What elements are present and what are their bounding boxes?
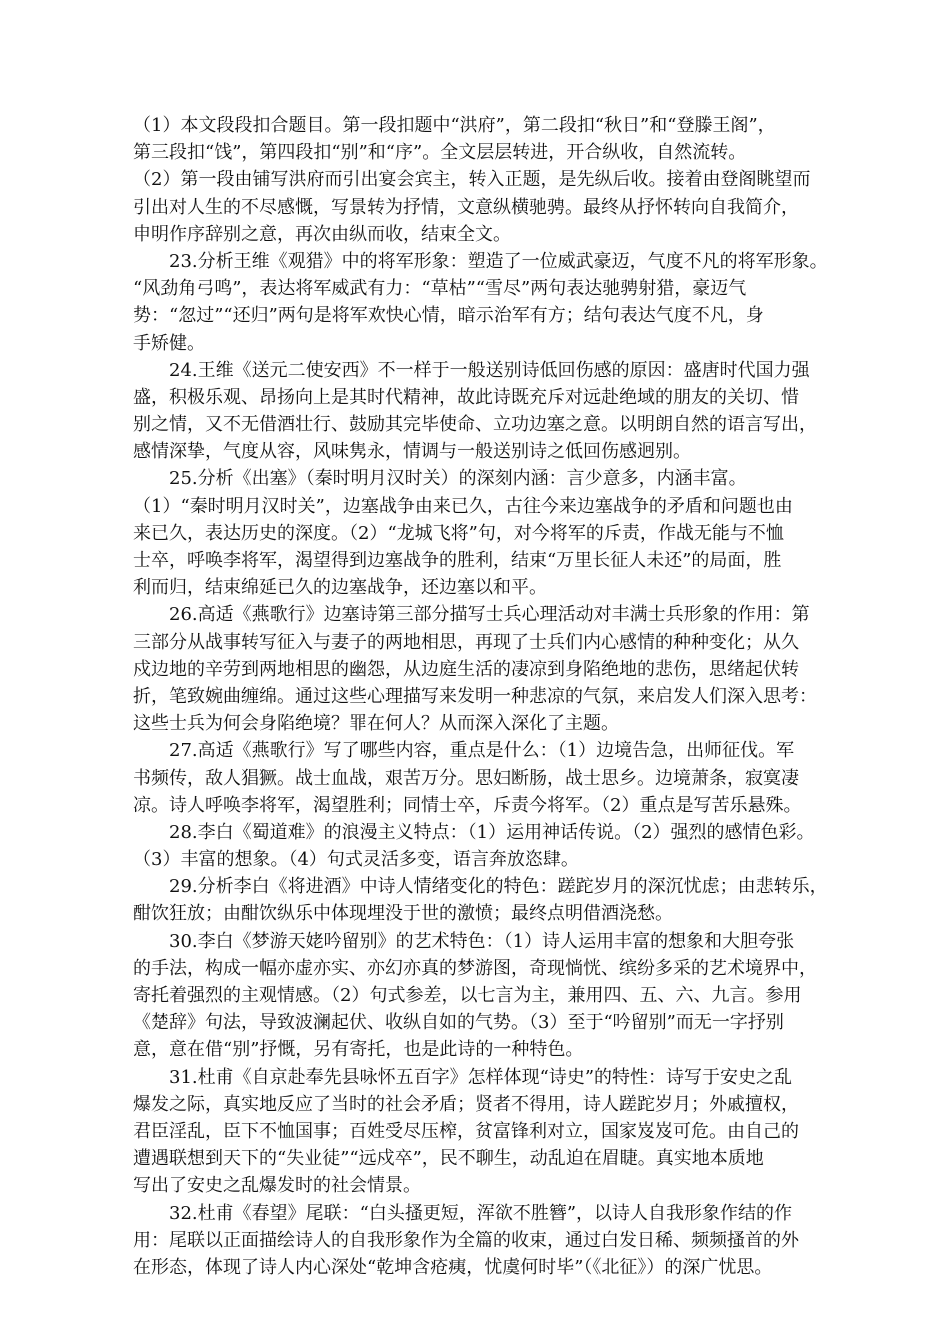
text-line: 凉。诗人呼唤李将军，渴望胜利；同情士卒，斥责今将军。（2）重点是写苦乐悬殊。 bbox=[133, 794, 802, 816]
text-line: “风劲角弓鸣”，表达将军威武有力：“草枯”“雪尽”两句表达驰骋射猎，豪迈气 bbox=[133, 278, 747, 300]
text-line: 25.分析《出塞》（秦时明月汉时关）的深刻内涵：言少意多，内涵丰富。 bbox=[169, 468, 747, 490]
text-line: 三部分从战事转写征入与妻子的两地相思，再现了士兵们内心感情的种种变化；从久 bbox=[133, 631, 799, 653]
text-line: 书频传，敌人猖獗。战士血战，艰苦万分。思妇断肠，战士思乡。边境萧条，寂寞凄 bbox=[133, 767, 799, 789]
text-line: 引出对人生的不尽感慨，写景转为抒情，文意纵横驰骋。最终从抒怀转向自我简介， bbox=[133, 196, 799, 218]
text-line: 士卒，呼唤李将军，渴望得到边塞战争的胜利，结束“万里长征人未还”的局面，胜 bbox=[133, 550, 782, 571]
text-line: 的手法，构成一幅亦虚亦实、亦幻亦真的梦游图，奇现惝恍、缤纷多采的艺术境界中， bbox=[133, 957, 817, 979]
text-line: 《楚辞》句法，导致波澜起伏、收纵自如的气势。（3）至于“吟留别”而无一字抒别 bbox=[133, 1012, 784, 1034]
text-line: 28.李白《蜀道难》的浪漫主义特点：（1）运用神话传说。（2）强烈的感情色彩。 bbox=[169, 821, 815, 843]
text-line: 意，意在借“别”抒慨，另有寄托，也是此诗的一种特色。 bbox=[133, 1039, 584, 1061]
text-line: 感情深挚，气度从容，风味隽永，情调与一般送别诗之低回伤感迥别。 bbox=[133, 441, 691, 463]
text-line: 来已久，表达历史的深度。（2）“龙城飞将”句，对今将军的斥责，作战无能与不恤 bbox=[133, 522, 784, 544]
text-line: 30.李白《梦游天姥吟留别》的艺术特色：（1）诗人运用丰富的想象和大胆夸张 bbox=[169, 930, 795, 952]
text-line: 手矫健。 bbox=[133, 332, 205, 354]
text-line: 别之情，又不无借酒壮行、鼓励其完毕使命、立功边塞之意。以明朗自然的语言写出， bbox=[133, 414, 817, 436]
text-line: （1）本文段段扣合题目。第一段扣题中“洪府”，第二段扣“秋日”和“登滕王阁”， bbox=[133, 115, 776, 136]
text-line: 23.分析王维《观猎》中的将军形象：塑造了一位威武豪迈，气度不凡的将军形象。 bbox=[169, 250, 828, 272]
text-line: 这些士兵为何会身陷绝境？罪在何人？从而深入深化了主题。 bbox=[133, 713, 619, 735]
text-line: 26.高适《燕歌行》边塞诗第三部分描写士兵心理活动对丰满士兵形象的作用：第 bbox=[169, 604, 810, 626]
text-line: 遭遇联想到天下的“失业徒”“远戍卒”，民不聊生，动乱迫在眉睫。真实地本质地 bbox=[133, 1148, 764, 1170]
text-line: 27.高适《燕歌行》写了哪些内容，重点是什么：（1）边境告急，出师征伐。军 bbox=[169, 740, 795, 762]
text-line: 29.分析李白《将进酒》中诗人情绪变化的特色：蹉跎岁月的深沉忧虑；由悲转乐， bbox=[169, 876, 828, 898]
text-line: 第三段扣“饯”，第四段扣“别”和“序”。全文层层转进，开合纵收，自然流转。 bbox=[133, 142, 747, 164]
text-line: 盛，积极乐观、昂扬向上是其时代精神，故此诗既充斥对远赴绝域的朋友的关切、惜 bbox=[133, 386, 799, 408]
text-line: （1）“秦时明月汉时关”，边塞战争由来已久，古往今来边塞战争的矛盾和问题也由 bbox=[133, 495, 793, 517]
text-line: （3）丰富的想象。（4）句式灵活多变，语言奔放恣肆。 bbox=[133, 849, 579, 871]
text-line: 32.杜甫《春望》尾联：“白头搔更短，浑欲不胜簪”，以诗人自我形象作结的作 bbox=[169, 1202, 793, 1224]
text-block bbox=[133, 112, 853, 1281]
text-line: 写出了安史之乱爆发时的社会情景。 bbox=[133, 1175, 421, 1197]
text-line: 酣饮狂放；由酣饮纵乐中体现埋没于世的激愤；最终点明借酒浇愁。 bbox=[133, 903, 673, 925]
text-line: 势：“忽过”“还归”两句是将军欢快心情，暗示治军有方；结句表达气度不凡，身 bbox=[133, 305, 764, 327]
text-line: 在形态，体现了诗人内心深处“乾坤含疮痍，忧虞何时毕”（《北征》）的深广忧思。 bbox=[133, 1256, 773, 1278]
text-line: 君臣淫乱，臣下不恤国事；百姓受尽压榨，贫富锋利对立，国家岌岌可危。由自己的 bbox=[133, 1120, 799, 1142]
text-line: 利而归，结束绵延已久的边塞战争，还边塞以和平。 bbox=[133, 577, 547, 599]
text-line: 用：尾联以正面描绘诗人的自我形象作为全篇的收束，通过白发日稀、频频搔首的外 bbox=[133, 1229, 799, 1251]
text-line: 24.王维《送元二使安西》不一样于一般送别诗低回伤感的原因：盛唐时代国力强 bbox=[169, 359, 810, 381]
text-line: （2）第一段由铺写洪府而引出宴会宾主，转入正题，是先纵后收。接着由登阁眺望而 bbox=[133, 169, 811, 191]
text-line: 申明作序辞别之意，再次由纵而收，结束全文。 bbox=[133, 223, 511, 245]
text-line: 寄托着强烈的主观情感。（2）句式参差，以七言为主，兼用四、五、六、九言。参用 bbox=[133, 985, 802, 1006]
text-line: 31.杜甫《自京赴奉先县咏怀五百字》怎样体现“诗史”的特性：诗写于安史之乱 bbox=[169, 1066, 793, 1088]
text-line: 爆发之际，真实地反应了当时的社会矛盾；贤者不得用，诗人蹉跎岁月；外戚擅权， bbox=[133, 1093, 799, 1115]
text-line: 戍边地的辛劳到两地相思的幽怨，从边庭生活的凄凉到身陷绝地的悲伤，思绪起伏转 bbox=[133, 658, 799, 680]
text-line: 折，笔致婉曲缠绵。通过这些心理描写来发明一种悲凉的气氛，来启发人们深入思考： bbox=[133, 685, 817, 707]
document-body bbox=[133, 112, 853, 1281]
